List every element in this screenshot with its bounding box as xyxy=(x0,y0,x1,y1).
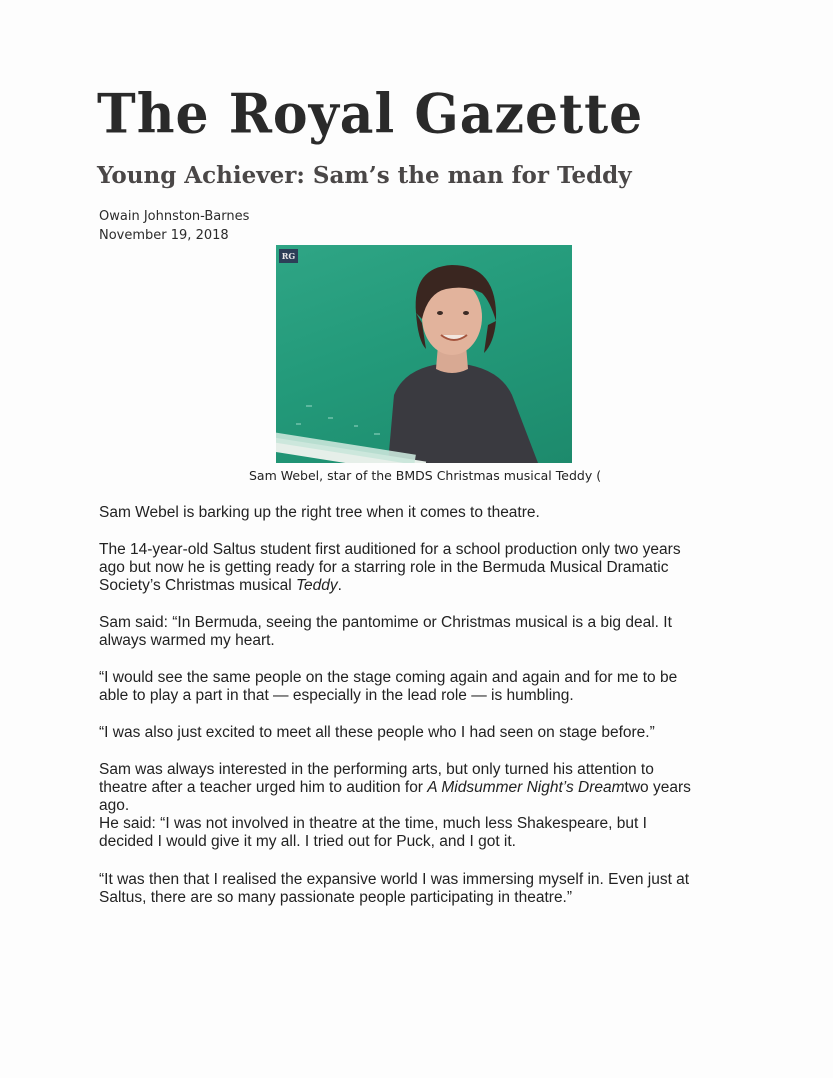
article-photo xyxy=(276,245,572,463)
rg-logo: RG xyxy=(279,249,298,263)
photo-caption: Sam Webel, star of the BMDS Christmas musical Teddy ( xyxy=(249,468,602,483)
text-line: ago. xyxy=(99,797,130,814)
text-line xyxy=(99,779,759,797)
paragraph-4 xyxy=(99,669,759,705)
text-line: Sam was always interested in the performing arts, but only turned his attention to xyxy=(99,761,654,778)
text-segment: . xyxy=(337,577,342,594)
author-byline: Owain Johnston-Barnes xyxy=(99,209,250,224)
text-line: The 14-year-old Saltus student first auditioned for a school production only two years xyxy=(99,541,681,558)
paragraph-5 xyxy=(99,724,759,742)
text-line: decided I would give it my all. I tried out for Puck, and I got it. xyxy=(99,833,516,850)
text-line: “It was then that I realised the expansive world I was immersing myself in. Even just at xyxy=(99,871,690,888)
text-line: “I was also just excited to meet all these people who I had seen on stage before.” xyxy=(99,724,655,741)
paragraph-1 xyxy=(99,504,759,522)
text-line: “I would see the same people on the stage coming again and again and for me to be xyxy=(99,669,678,686)
text-line: Saltus, there are so many passionate people participating in theatre.” xyxy=(99,889,573,906)
text-segment: two years xyxy=(624,779,691,796)
portrait-figure-icon xyxy=(276,245,572,463)
text-line: Sam Webel is barking up the right tree when it comes to theatre. xyxy=(99,504,540,521)
paragraph-2 xyxy=(99,541,759,595)
publication-date: November 19, 2018 xyxy=(99,228,229,243)
paragraph-3 xyxy=(99,614,759,650)
play-title: A Midsummer Night’s Dream xyxy=(427,779,625,796)
show-title: Teddy xyxy=(295,577,338,594)
masthead: The Royal Gazette xyxy=(97,82,644,147)
text-line: ago but now he is getting ready for a starring role in the Bermuda Musical Dramatic xyxy=(99,559,669,576)
text-segment: Society’s Christmas musical xyxy=(99,577,296,594)
text-line: Sam said: “In Bermuda, seeing the pantomime or Christmas musical is a big deal. It xyxy=(99,614,672,631)
text-segment: theatre after a teacher urged him to audition for xyxy=(99,779,428,796)
text-line xyxy=(99,577,759,595)
paragraph-6 xyxy=(99,761,759,851)
paragraph-7 xyxy=(99,871,759,907)
text-line: always warmed my heart. xyxy=(99,632,275,649)
text-line: He said: “I was not involved in theatre at the time, much less Shakespeare, but I xyxy=(99,815,647,832)
text-line: able to play a part in that — especially in the lead role — is humbling. xyxy=(99,687,574,704)
headline: Young Achiever: Sam’s the man for Teddy xyxy=(97,162,632,189)
